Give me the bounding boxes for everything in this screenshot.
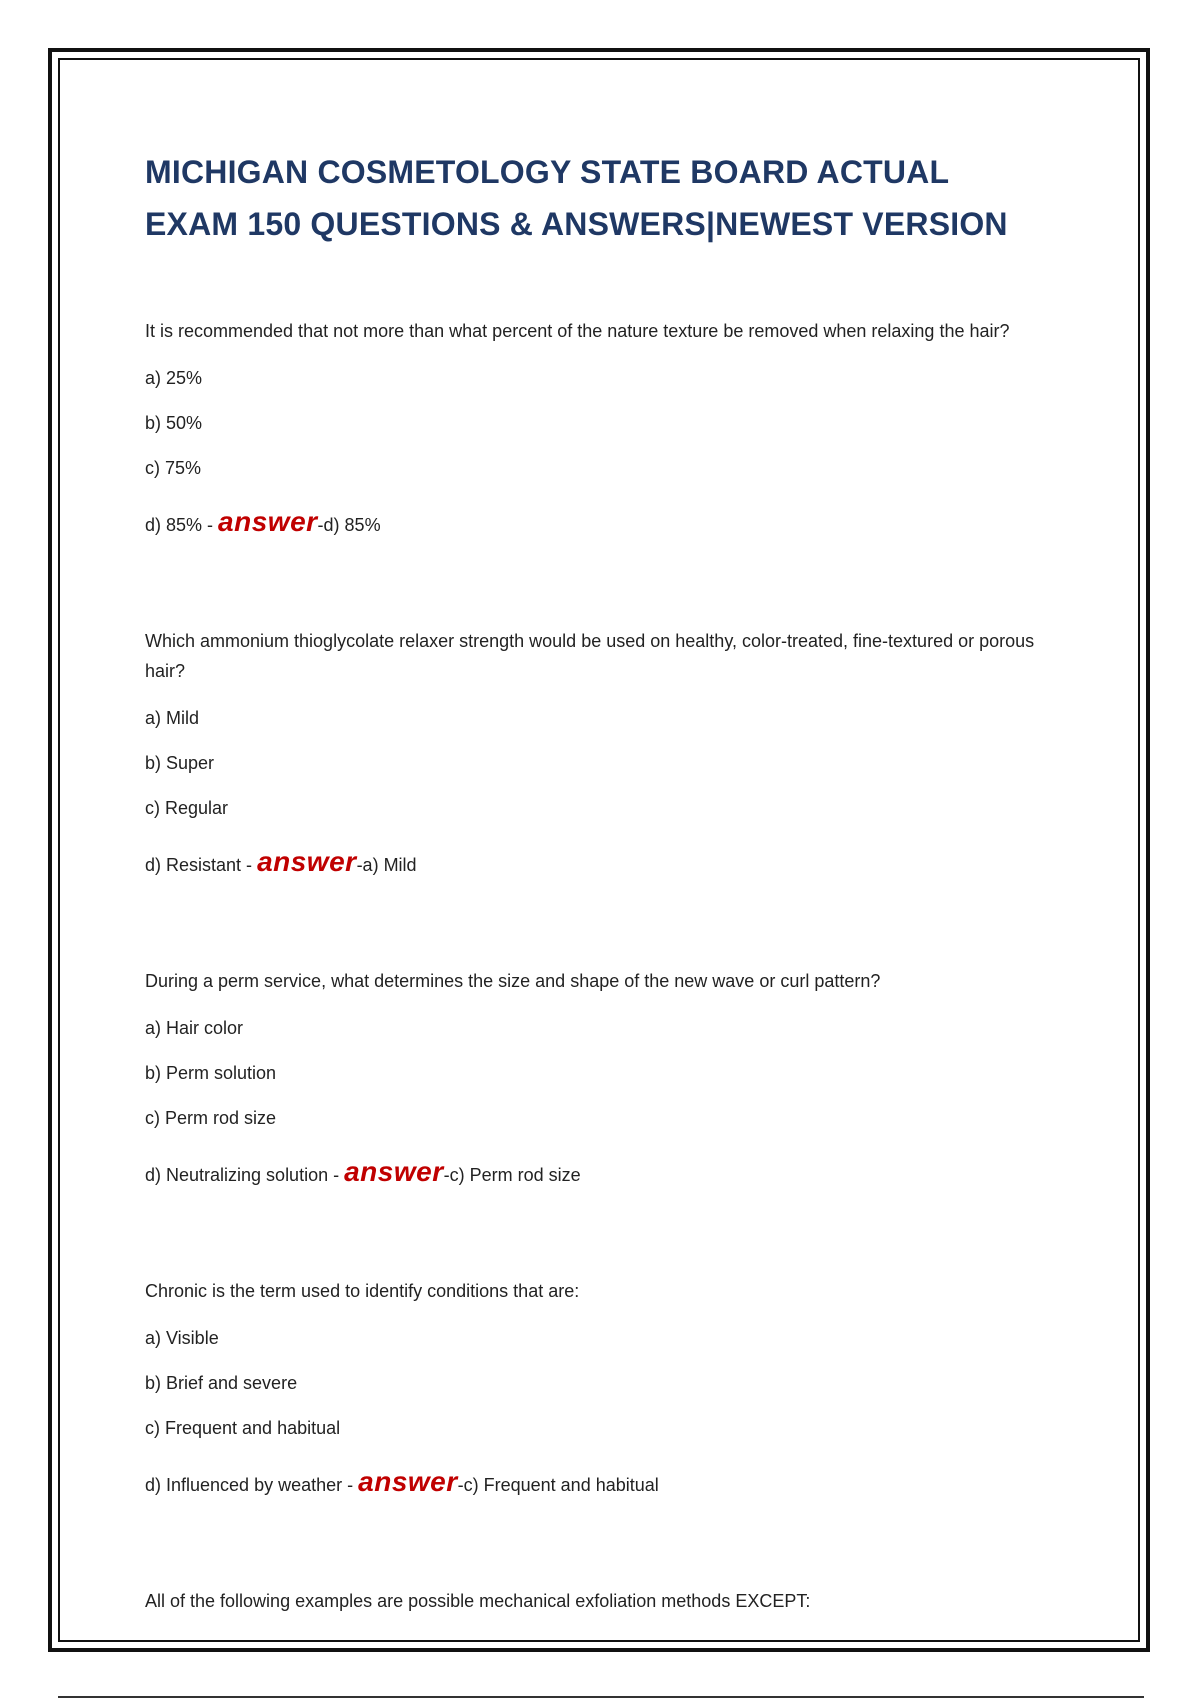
option-c: c) Frequent and habitual [145,1418,341,1438]
option-d: d) Resistant - [145,855,253,875]
option-a: a) Visible [145,1328,219,1348]
question-block [145,626,1065,896]
option-b: b) Brief and severe [145,1373,298,1393]
option-d: d) Influenced by weather - [145,1475,354,1495]
next-page-edge [58,1696,1144,1698]
answer-text: -c) Frequent and habitual [457,1475,659,1495]
answer-label: answer [358,1466,458,1497]
option-b: b) Perm solution [145,1063,277,1083]
question-block [145,966,1065,1206]
question-text: Which ammonium thioglycolate relaxer strength would be used on healthy, color-treated, fine-textured or porous hair? [145,631,1035,681]
option-a: a) 25% [145,368,203,388]
option-d-with-answer [145,831,1065,896]
question-block [145,1586,1065,1616]
title-line-1: MICHIGAN COSMETOLOGY STATE BOARD ACTUAL [145,154,950,190]
answer-label: answer [218,506,318,537]
title-line-2: EXAM 150 QUESTIONS & ANSWERS|NEWEST VERSION [145,206,1008,242]
option-a: a) Mild [145,708,200,728]
option-d: d) Neutralizing solution - [145,1165,340,1185]
option-c: c) 75% [145,458,202,478]
question-block [145,1276,1065,1516]
option-b: b) Super [145,753,215,773]
question-text: Chronic is the term used to identify conditions that are: [145,1281,580,1301]
option-d: d) 85% - [145,515,214,535]
document-body [145,146,1065,1626]
answer-label: answer [344,1156,444,1187]
option-a: a) Hair color [145,1018,244,1038]
option-c: c) Perm rod size [145,1108,277,1128]
option-d-with-answer [145,1451,1065,1516]
question-text: It is recommended that not more than what percent of the nature texture be removed when relaxing the hair? [145,321,1010,341]
option-d-with-answer [145,491,1065,556]
option-d-with-answer [145,1141,1065,1206]
question-block [145,316,1065,556]
answer-text: -d) 85% [317,515,381,535]
answer-text: -c) Perm rod size [443,1165,581,1185]
answer-text: -a) Mild [356,855,417,875]
document-title [145,146,1065,250]
option-b: b) 50% [145,413,203,433]
question-text: All of the following examples are possible mechanical exfoliation methods EXCEPT: [145,1591,811,1611]
question-text: During a perm service, what determines the size and shape of the new wave or curl pattern? [145,971,881,991]
answer-label: answer [257,846,357,877]
option-c: c) Regular [145,798,229,818]
